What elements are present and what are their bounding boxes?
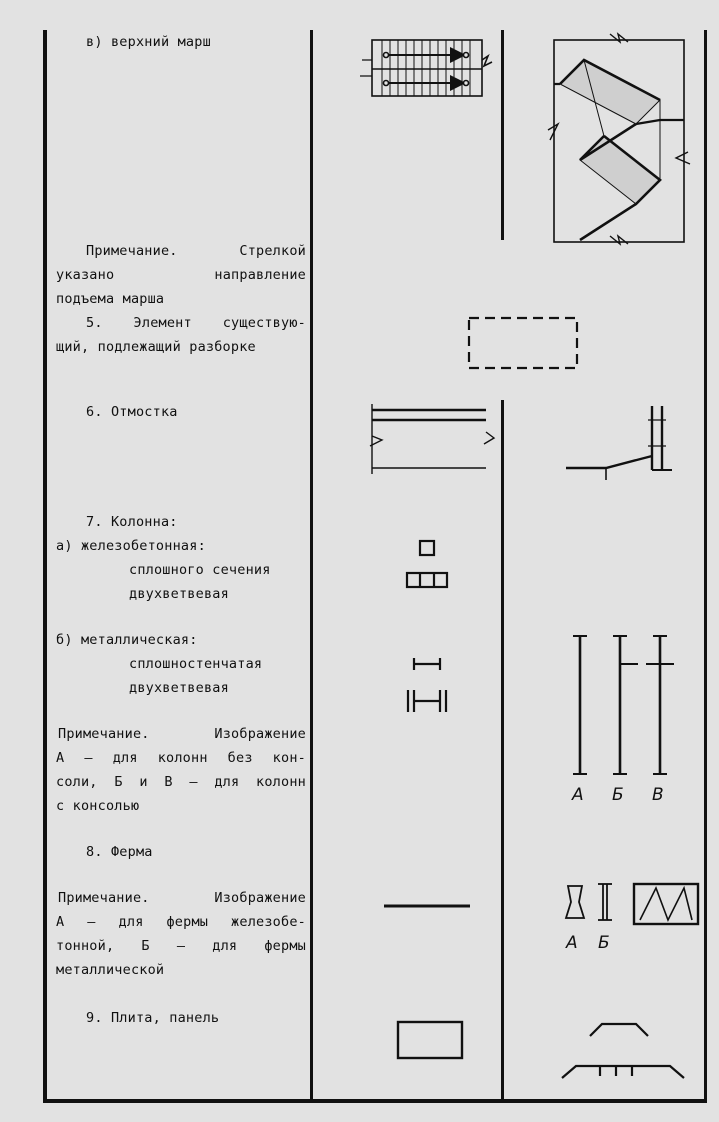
item-7-a2: двухветвевая [129, 586, 229, 602]
blind-area-plan-symbol [370, 404, 494, 474]
item-7-b: б) металлическая: [56, 632, 198, 648]
upper-flight-plan-symbol [360, 40, 492, 96]
column-v-label: В [652, 785, 664, 805]
double-branch-column-symbol [407, 573, 447, 587]
item-5-line-1: 5. Элемент существую- [86, 315, 306, 331]
metal-column-elevation-symbols [573, 636, 674, 774]
rc-column-symbols [407, 541, 447, 587]
truss-elevation-symbol [634, 884, 698, 924]
solid-column-symbol [420, 541, 434, 555]
item-6-label: 6. Отмостка [86, 404, 178, 420]
note-truss-line-1: Примечание. Изображение [58, 890, 306, 906]
metal-column-plan-symbols [408, 658, 446, 712]
blind-area-section-symbol [566, 406, 672, 480]
item-7-b1: сплошностенчатая [129, 656, 263, 672]
note-columns-line-1: Примечание. Изображение [58, 726, 306, 742]
item-9-label: 9. Плита, панель [86, 1010, 220, 1026]
truss-b-label: Б [598, 933, 610, 953]
solid-web-column-symbol [414, 658, 440, 670]
column-b-label: Б [612, 785, 624, 805]
item-7-b2: двухветвевая [129, 680, 229, 696]
slab-plan-symbol [398, 1022, 462, 1058]
item-7-a1: сплошного сечения [129, 562, 271, 578]
note-truss-line-3: тонной, Б — для фермы [56, 938, 306, 954]
dismantle-element-symbol [469, 318, 577, 368]
upper-flight-section-symbol [548, 34, 690, 244]
note-truss-line-4: металлической [56, 962, 165, 978]
column-a-elevation [573, 636, 587, 774]
note-arrow-line-1: Примечание. Стрелкой [86, 243, 306, 259]
truss-a-label: А [566, 933, 578, 953]
note-columns-line-4: с консолью [56, 798, 140, 814]
item-8-label: 8. Ферма [86, 844, 153, 860]
metal-truss-section-symbol [598, 884, 612, 920]
rc-truss-section-symbol [566, 886, 584, 918]
column-a-label: А [572, 785, 584, 805]
note-columns-line-2: А — для колонн без кон- [56, 750, 306, 766]
slab-section-symbol [562, 1024, 684, 1078]
double-branch-metal-column-symbol [408, 690, 446, 712]
note-arrow-line-2: указано направление [56, 267, 306, 283]
item-5-line-2: щий, подлежащий разборке [56, 339, 256, 355]
note-arrow-line-3: подъема марша [56, 291, 165, 307]
upper-flight-label: в) верхний марш [86, 34, 211, 50]
note-columns-line-3: соли, Б и В — для колонн [56, 774, 306, 790]
note-truss-line-2: А — для фермы железобе- [56, 914, 306, 930]
item-7-a: а) железобетонная: [56, 538, 206, 554]
column-b-elevation [613, 636, 638, 774]
column-v-elevation [646, 636, 674, 774]
item-7-title: 7. Колонна: [86, 514, 178, 530]
